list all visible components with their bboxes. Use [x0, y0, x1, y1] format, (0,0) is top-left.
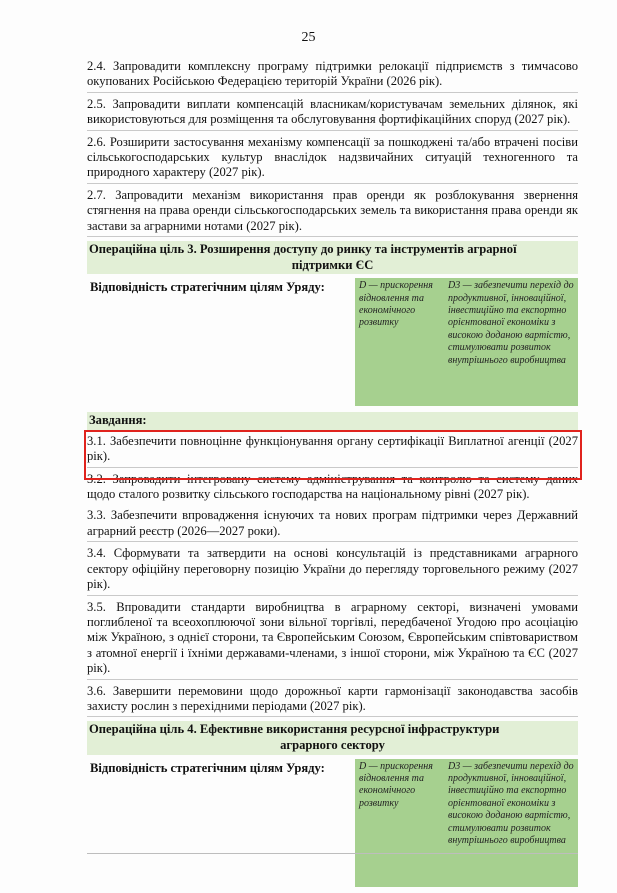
list-item: 2.5. Запровадити виплати компенсацій власникам/користувачам земельних ділянок, які використовуються для розміщення та обслуговування фортифікаційних споруд (2027 рік). [87, 97, 578, 131]
strategic-goal-d: D — прискорення відновлення та економічного розвитку [359, 760, 433, 809]
operational-goal-4-heading [87, 721, 578, 754]
goal-title-line1: Операційна ціль 3. Розширення доступу до ринку та інструментів аграрної [89, 242, 517, 257]
strategic-goals-box [355, 278, 578, 406]
strategic-goals-box [355, 759, 578, 887]
task-item: 3.1. Забезпечити повноцінне функціонування органу сертифікації Виплатної агенції (2027 рік). [87, 434, 578, 468]
strategic-alignment-row [87, 759, 578, 889]
task-item: 3.6. Завершити перемовини щодо дорожньої карти гармонізації законодавства засобів захисту рослин з перехідними періодами (2027 рік). [87, 684, 578, 718]
bottom-divider [87, 853, 578, 854]
list-item: 2.4. Запровадити комплексну програму підтримки релокації підприємств з тимчасово окупованих Російською Федерацією територій України (2026 рік). [87, 59, 578, 93]
goal-title-line1: Операційна ціль 4. Ефективне використання ресурсної інфраструктури [89, 722, 500, 737]
strategic-alignment-row [87, 278, 578, 408]
tasks-heading: Завдання: [87, 412, 578, 430]
task-item-highlighted: 3.2. Запровадити інтегровану систему адміністрування та контролю та систему даних щодо сталого розвитку сільського господарства на національному рівні (2027 рік). [87, 471, 578, 502]
goal-title-line2: аграрного сектору [280, 737, 385, 752]
list-item: 2.7. Запровадити механізм використання прав оренди як розблокування звернення стягнення на права оренди сільськогосподарських земель та використання права оренди як застави за аграрними нотами (2027 рік). [87, 188, 578, 237]
list-item: 2.6. Розширити застосування механізму компенсації за пошкоджені та/або втрачені посіви сільськогосподарських культур внаслідок надзвичайних ситуацій техногенного та природного характеру (2027 рік). [87, 135, 578, 184]
strategic-alignment-label: Відповідність стратегічним цілям Уряду: [90, 280, 325, 295]
task-item: 3.4. Сформувати та затвердити на основі консультацій із представниками аграрного сектору офіційну переговорну позицію України до перегляду торговельного режиму (2027 рік). [87, 546, 578, 595]
task-item: 3.3. Забезпечити впровадження існуючих та нових програм підтримки через Державний аграрний реєстр (2026—2027 роки). [87, 508, 578, 542]
page-number: 25 [301, 30, 316, 45]
highlight-frame [84, 430, 582, 480]
operational-goal-3-heading [87, 241, 578, 274]
strategic-goal-d: D — прискорення відновлення та економічного розвитку [359, 280, 433, 329]
strategic-goal-d3: D3 — забезпечити перехід до продуктивної, інноваційної, інвестиційно та експортно орієнтованої економіки з високою доданою вартістю, стимулювати розвиток внутрішнього виробництва [448, 280, 574, 366]
goal-title-line2: підтримки ЄС [291, 257, 374, 272]
strategic-goal-d3: D3 — забезпечити перехід до продуктивної, інноваційної, інвестиційно та експортно орієнтованої економіки з високою доданою вартістю, стимулювати розвиток внутрішнього виробництва [448, 760, 574, 846]
task-item: 3.5. Впровадити стандарти виробництва в аграрному секторі, визначені умовами поглибленої та всеохоплюючої зони вільної торгівлі, передбаченої Угодою про асоціацію між Україною, з однієї сторони, та Європейським Союзом, Європейським співтовариством з атомної енергії і їхніми державами-членами, з іншої сторони, між Україною та ЄС (2027 рік). [87, 600, 578, 680]
strategic-alignment-label: Відповідність стратегічним цілям Уряду: [90, 760, 325, 775]
